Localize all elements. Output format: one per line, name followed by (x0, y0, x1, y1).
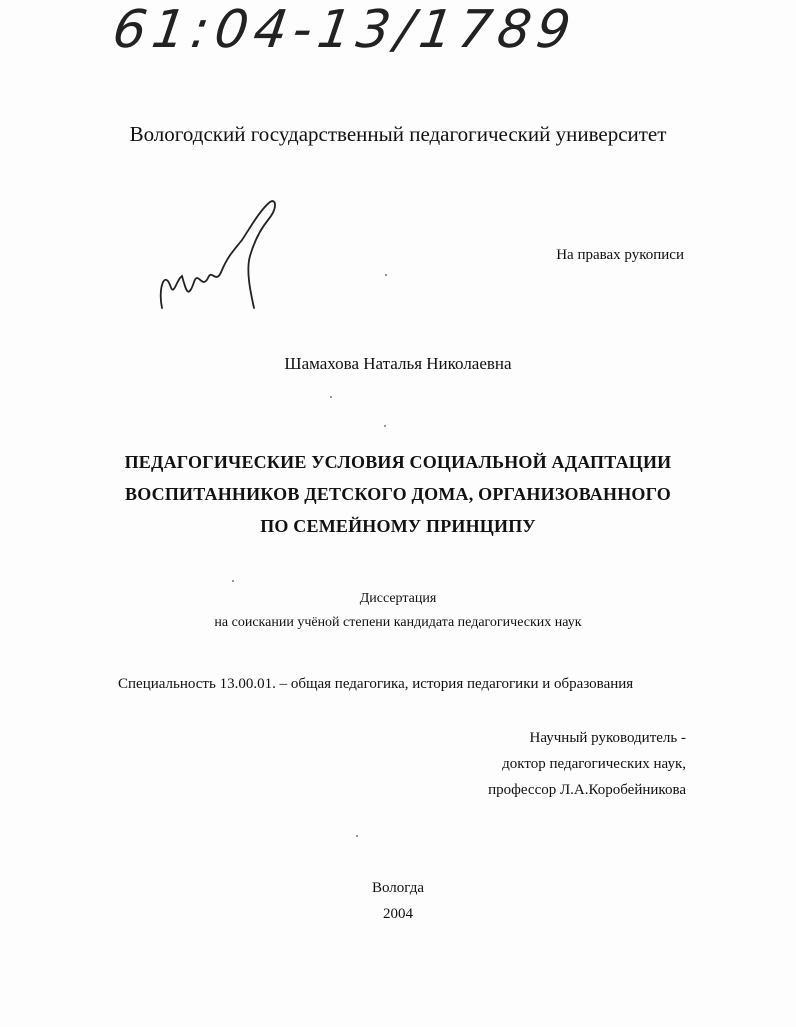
supervisor-block (488, 725, 686, 803)
supervisor-line: профессор Л.А.Коробейникова (488, 782, 686, 798)
scan-speck (384, 425, 386, 427)
scan-speck (385, 274, 387, 276)
dissertation-title (0, 446, 796, 542)
title-line: ПО СЕМЕЙНОМУ ПРИНЦИПУ (260, 516, 536, 536)
city: Вологда (372, 880, 424, 896)
handwritten-archive-code: 61:04-13/1789 (109, 0, 581, 60)
author-name: Шамахова Наталья Николаевна (284, 354, 512, 373)
supervisor-line: доктор педагогических наук, (502, 756, 686, 772)
handwritten-signature (150, 190, 290, 320)
year: 2004 (383, 906, 413, 922)
scan-speck (232, 580, 234, 582)
title-line: ВОСПИТАННИКОВ ДЕТСКОГО ДОМА, ОРГАНИЗОВАННОГО (125, 484, 671, 504)
university-name: Вологодский государственный педагогический университет (129, 122, 667, 146)
supervisor-line: Научный руководитель - (529, 730, 686, 746)
rights-note: На правах рукописи (556, 247, 684, 263)
degree-line: на соискании учёной степени кандидата педагогических наук (214, 615, 582, 630)
specialty-line: Специальность 13.00.01. – общая педагогика, история педагогики и образования (118, 676, 634, 692)
scan-speck (356, 835, 358, 837)
title-line: ПЕДАГОГИЧЕСКИЕ УСЛОВИЯ СОЦИАЛЬНОЙ АДАПТАЦИИ (124, 452, 672, 472)
scan-speck (330, 396, 332, 398)
dissertation-label: Диссертация (359, 591, 437, 606)
